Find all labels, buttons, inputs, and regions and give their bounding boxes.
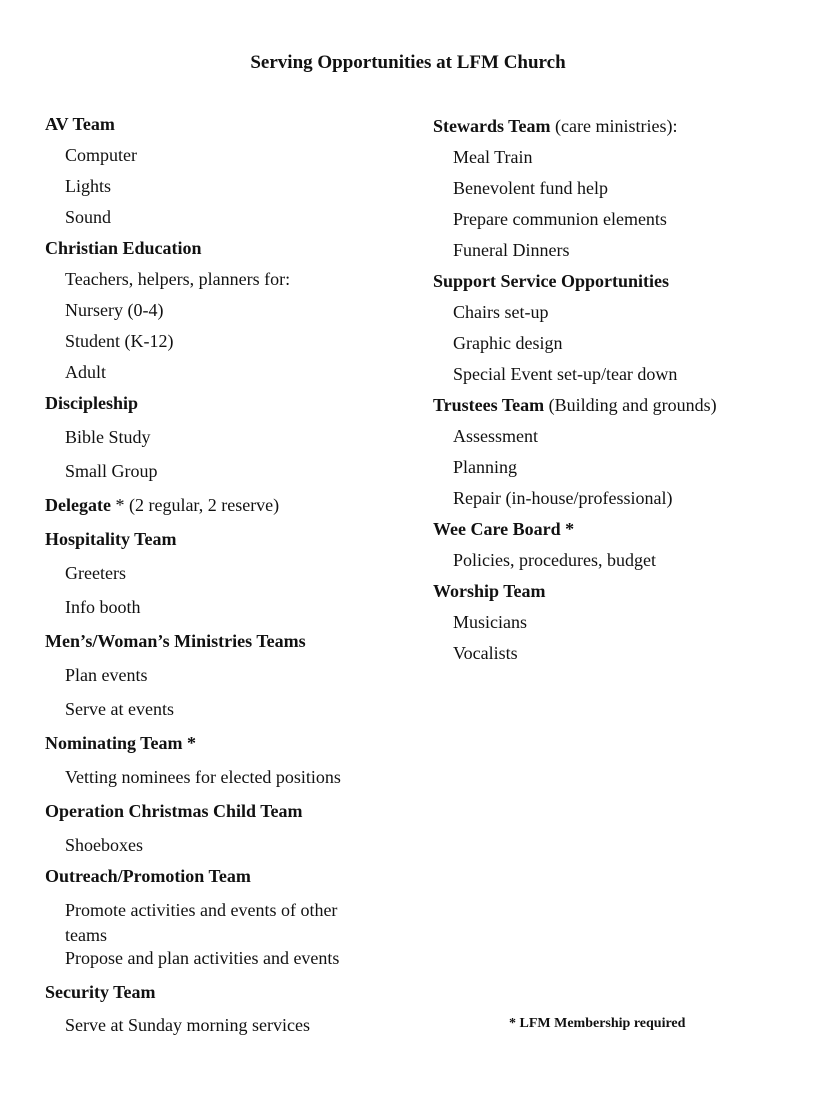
item-text: Assessment (453, 426, 538, 446)
section-heading (433, 116, 793, 147)
list-item (433, 426, 793, 457)
section-heading (433, 271, 793, 302)
heading-text: Discipleship (45, 393, 139, 413)
list-item (45, 300, 395, 331)
list-item (433, 178, 793, 209)
item-text: Serve at Sunday morning services (65, 1015, 310, 1035)
item-text: Adult (65, 362, 107, 382)
item-text: Small Group (65, 461, 158, 481)
section-heading (45, 114, 395, 145)
heading-text: Support Service Opportunities (433, 271, 670, 291)
left-column (45, 114, 395, 1046)
right-column (433, 116, 793, 674)
item-text: Graphic design (453, 333, 563, 353)
list-item (45, 948, 395, 982)
heading-text: AV Team (45, 114, 115, 134)
item-text: Chairs set-up (453, 302, 549, 322)
item-text: Plan events (65, 665, 148, 685)
item-text: Student (K-12) (65, 331, 174, 351)
list-item (45, 145, 395, 176)
footnote: * LFM Membership required (509, 1016, 686, 1031)
section-heading (45, 529, 395, 563)
list-item (433, 333, 793, 364)
section-heading (433, 519, 793, 550)
heading-note: (Building and grounds) (544, 395, 717, 415)
list-item (433, 550, 793, 581)
heading-text: Wee Care Board * (433, 519, 575, 539)
item-text: Prepare communion elements (453, 209, 667, 229)
list-item (45, 767, 395, 801)
heading-text: Hospitality Team (45, 529, 177, 549)
item-text: Shoeboxes (65, 835, 143, 855)
section-heading (45, 866, 395, 898)
item-text: Nursery (0-4) (65, 300, 164, 320)
item-text: Vocalists (453, 643, 518, 663)
section-heading (45, 801, 395, 835)
item-text: Sound (65, 207, 112, 227)
section-heading (45, 631, 395, 665)
list-item (433, 302, 793, 333)
section-heading (45, 733, 395, 767)
list-item (433, 147, 793, 178)
item-text: Greeters (65, 563, 126, 583)
heading-text: Outreach/Promotion Team (45, 866, 251, 886)
item-text: Bible Study (65, 427, 151, 447)
heading-note: (care ministries): (550, 116, 678, 136)
item-text: Meal Train (453, 147, 533, 167)
list-item (45, 699, 395, 733)
list-item (45, 898, 365, 948)
item-text: Planning (453, 457, 518, 477)
heading-text: Delegate (45, 495, 111, 515)
list-item (45, 1015, 395, 1046)
heading-text: Operation Christmas Child Team (45, 801, 303, 821)
list-item (45, 331, 395, 362)
item-text: Vetting nominees for elected positions (65, 767, 341, 787)
list-item (45, 835, 395, 866)
section-heading (433, 395, 793, 426)
list-item (433, 643, 793, 674)
list-item (45, 461, 395, 495)
section-heading (45, 393, 395, 427)
list-item (45, 207, 395, 238)
list-item (45, 563, 395, 597)
list-item (45, 427, 395, 461)
item-text: Special Event set-up/tear down (453, 364, 678, 384)
item-text: Policies, procedures, budget (453, 550, 656, 570)
list-item (45, 269, 395, 300)
heading-text: Stewards Team (433, 116, 551, 136)
item-text: Musicians (453, 612, 527, 632)
list-item (45, 362, 395, 393)
heading-text: Men’s/Woman’s Ministries Teams (45, 631, 306, 651)
heading-text: Worship Team (433, 581, 546, 601)
heading-text: Nominating Team * (45, 733, 197, 753)
item-text: Serve at events (65, 699, 174, 719)
item-text: Repair (in-house/professional) (453, 488, 673, 508)
list-item (433, 209, 793, 240)
list-item (433, 612, 793, 643)
section-heading (45, 238, 395, 269)
heading-note: * (2 regular, 2 reserve) (110, 495, 280, 515)
page-title: Serving Opportunities at LFM Church (250, 52, 566, 73)
section-heading (45, 982, 395, 1015)
heading-text: Security Team (45, 982, 156, 1002)
list-item (45, 597, 395, 631)
list-item (433, 488, 793, 519)
section-heading (433, 581, 793, 612)
list-item (433, 364, 793, 395)
item-text: Funeral Dinners (453, 240, 570, 260)
heading-text: Christian Education (45, 238, 202, 258)
list-item (433, 240, 793, 271)
heading-text: Trustees Team (433, 395, 545, 415)
item-text: Promote activities and events of other teams (65, 900, 338, 945)
section-heading (45, 495, 395, 529)
item-text: Info booth (65, 597, 141, 617)
item-text: Propose and plan activities and events (65, 948, 340, 968)
item-text: Computer (65, 145, 137, 165)
list-item (45, 176, 395, 207)
item-text: Benevolent fund help (453, 178, 608, 198)
item-text: Teachers, helpers, planners for: (65, 269, 291, 289)
list-item (433, 457, 793, 488)
list-item (45, 665, 395, 699)
item-text: Lights (65, 176, 112, 196)
